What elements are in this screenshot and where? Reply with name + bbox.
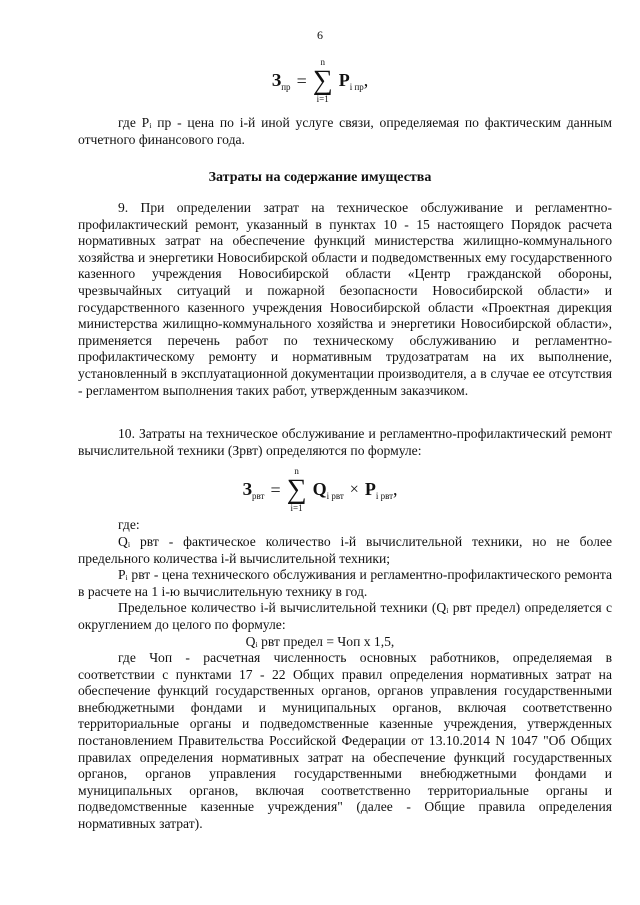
page-number: 6 xyxy=(317,28,323,42)
sum-lower-limit: i=1 xyxy=(316,94,329,104)
paragraph-9: 9. При определении затрат на техническое обслуживание и регламентно-профилактический ремонт, указанный в пунктах 10 - 15 настоящего Порядок расчета нормативных затрат на обеспечение функций министерства жилищно-коммунального хозяйства и энергетики Новосибирской области и подведомственных ему государственного казенного учреждения Новосибирской области «Центр гражданской обороны, чрезвычайных ситуаций и пожарной безопасности Новосибирской области» и государственного казенного учреждения Новосибирской области «Проектная дирекция министерства жилищно-коммунального хозяйства и энергетики Новосибирской области», применяется перечень работ по техническому обслуживанию и регламентно-профилактическому ремонту и нормативным трудозатратам на их выполнение, установленный в эксплуатационной документации производителя, а в случае ее отсутствия - регламентом выполнения таких работ, утвержденным заказчиком. xyxy=(78,200,612,398)
formula2-tail: , xyxy=(393,479,398,499)
sum-symbol-2: n ∑ i=1 xyxy=(286,466,307,513)
sum2-lower-limit: i=1 xyxy=(290,503,303,513)
formula2-lhs: З xyxy=(242,479,252,499)
formula-equals: = xyxy=(296,70,307,91)
sum-symbol: n ∑ i=1 xyxy=(312,57,333,104)
formula2-q-sub: i рвт xyxy=(326,491,344,501)
formula-lhs-sub: пр xyxy=(281,82,291,92)
formula2-p-sub: i рвт xyxy=(375,491,394,501)
paragraph-where-price: где Pᵢ пр - цена по i-й иной услуге связи, определяемая по фактическим данным отчетного финансового года. xyxy=(78,115,612,147)
formula2-q: Q xyxy=(312,479,327,499)
formula-tail: , xyxy=(363,70,369,90)
formula-limit-quantity: Qᵢ рвт предел = Чоп x 1,5, xyxy=(245,634,395,649)
formula2-p: P xyxy=(364,479,376,499)
where-label: где: xyxy=(118,517,140,532)
paragraph-10: 10. Затраты на техническое обслуживание и регламентно-профилактический ремонт вычислительной техники (Зрвт) определяются по формуле: xyxy=(78,426,612,458)
section-heading: Затраты на содержание имущества xyxy=(208,170,432,185)
paragraph-staff-count: где Чоп - расчетная численность основных работников, определяемая в соответствии с пунктами 17 - 22 Общих правил определения нормативных затрат на обеспечение функций государственных органов, органов управления государственными внебюджетными фондами и муниципальных органов, включая соответственно территориальные органы и подведомственные казенные учреждения, утвержденных постановлением Правительства Российской Федерации от 13.10.2014 N 1047 "Об Общих правилах определения нормативных затрат на обеспечение функций государственных органов, органов управления государственными внебюджетными фондами и муниципальных органов, включая соответственно территориальные органы и подведомственные казенные учреждения" (далее - Общие правила определения нормативных затрат). xyxy=(78,650,612,831)
formula-maintenance-cost xyxy=(0,467,640,513)
formula-term-sub: i пр xyxy=(349,82,364,92)
formula2-equals: = xyxy=(270,479,281,500)
definition-q: Qᵢ рвт - фактическое количество i-й вычислительной техники, но не более предельного количества i-й вычислительной техники; xyxy=(78,534,612,566)
formula2-lhs-sub: рвт xyxy=(251,491,265,501)
formula2-times: × xyxy=(349,481,359,498)
limit-quantity-text: Предельное количество i-й вычислительной техники (Qᵢ рвт предел) определяется с округлением до целого по формуле: xyxy=(78,600,612,632)
formula-term: P xyxy=(338,70,350,90)
formula-lhs: З xyxy=(271,70,282,90)
sum-upper-limit: n xyxy=(320,57,325,67)
definition-p: Pᵢ рвт - цена технического обслуживания и регламентно-профилактического ремонта в расчете на 1 i-ю вычислительную технику в год. xyxy=(78,567,612,599)
formula-total-other-services xyxy=(0,58,640,104)
sum2-upper-limit: n xyxy=(294,466,299,476)
